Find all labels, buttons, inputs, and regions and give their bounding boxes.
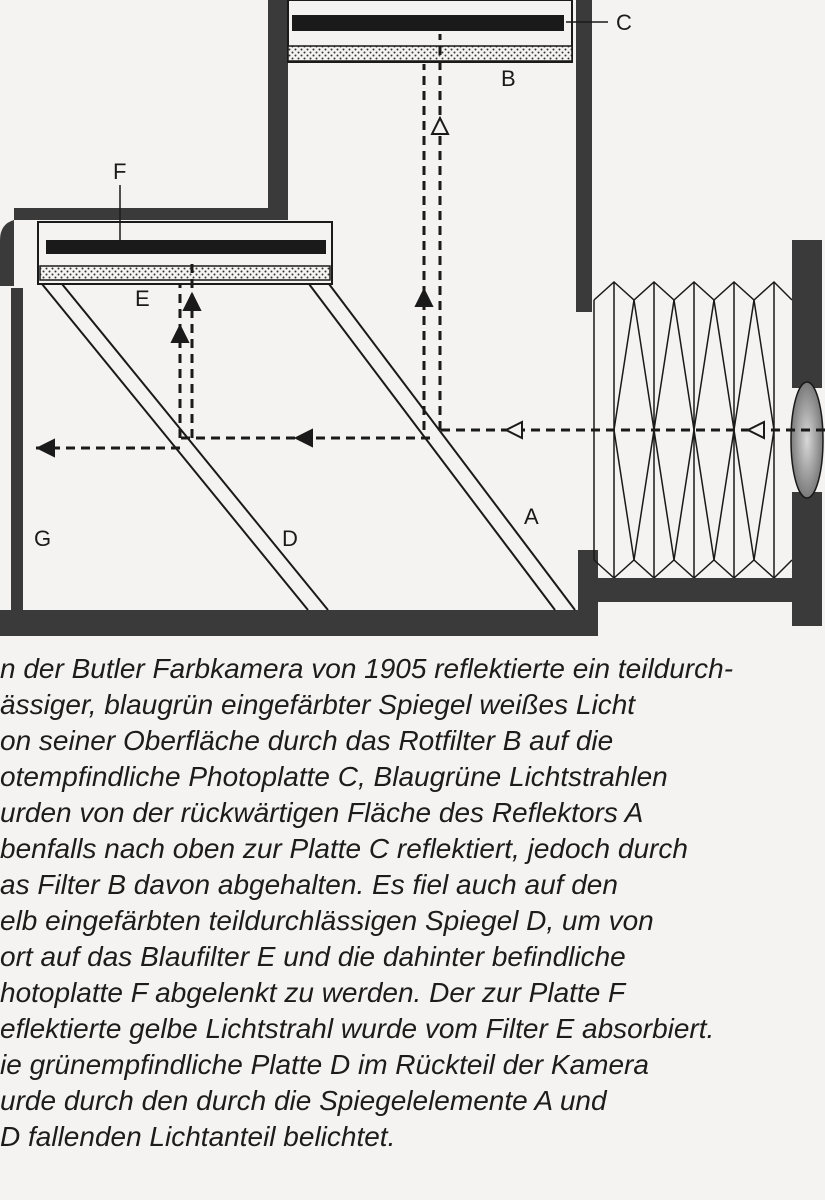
label-d: D — [282, 526, 298, 551]
filter-e — [40, 266, 330, 280]
mirror-a — [309, 284, 575, 610]
arrow-filled-up-d-1 — [172, 326, 188, 342]
caption-line: on seiner Oberfläche durch das Rotfilter B auf die — [0, 725, 614, 756]
label-f: F — [113, 159, 127, 184]
caption-line: n der Butler Farbkamera von 1905 reflektierte ein teildurch- — [0, 653, 734, 684]
caption-line: ässiger, blaugrün eingefärbter Spiegel weißes Licht — [0, 689, 636, 720]
filter-b — [288, 46, 572, 61]
label-b: B — [501, 66, 516, 91]
arrow-filled-up-a — [416, 290, 432, 306]
label-a: A — [524, 504, 539, 529]
plate-g — [11, 288, 23, 610]
upper-plate-assembly — [288, 0, 608, 62]
lens-board — [791, 240, 823, 626]
label-g: G — [34, 526, 52, 551]
lens — [791, 382, 823, 498]
caption-line: D fallenden Lichtanteil belichtet. — [0, 1121, 396, 1152]
caption-line: urden von der rückwärtigen Fläche des Reflektors A — [0, 797, 644, 828]
bellows-bottom-rail — [596, 578, 796, 602]
arrow-hollow-mid — [506, 422, 522, 438]
caption-line: as Filter B davon abgehalten. Es fiel auch auf den — [0, 869, 618, 900]
caption — [0, 652, 825, 1192]
caption-line: ort auf das Blaufilter E und die dahinter befindliche — [0, 941, 626, 972]
caption-line: urde durch den durch die Spiegelelemente A und — [0, 1085, 607, 1116]
caption-line: elb eingefärbten teildurchlässigen Spiegel D, um von — [0, 905, 654, 936]
label-c: C — [616, 10, 632, 35]
label-e: E — [135, 286, 150, 311]
arrow-filled-mid — [296, 430, 312, 446]
arrow-filled-left — [38, 440, 54, 456]
caption-line: benfalls nach oben zur Platte C reflektiert, jedoch durch — [0, 833, 688, 864]
plate-c — [292, 15, 564, 31]
arrow-hollow-up-a — [432, 118, 448, 134]
caption-line: hotoplatte F abgelenkt zu werden. Der zur Platte F — [0, 977, 626, 1008]
arrow-hollow-lens — [748, 422, 764, 438]
arrow-filled-up-d-2 — [184, 294, 200, 310]
caption-line: otempfindliche Photoplatte C, Blaugrüne Lichtstrahlen — [0, 761, 668, 792]
plate-f — [46, 240, 326, 254]
caption-line: ie grünempfindliche Platte D im Rückteil der Kamera — [0, 1049, 649, 1080]
caption-line: eflektierte gelbe Lichtstrahl wurde vom Filter E absorbiert. — [0, 1013, 715, 1044]
